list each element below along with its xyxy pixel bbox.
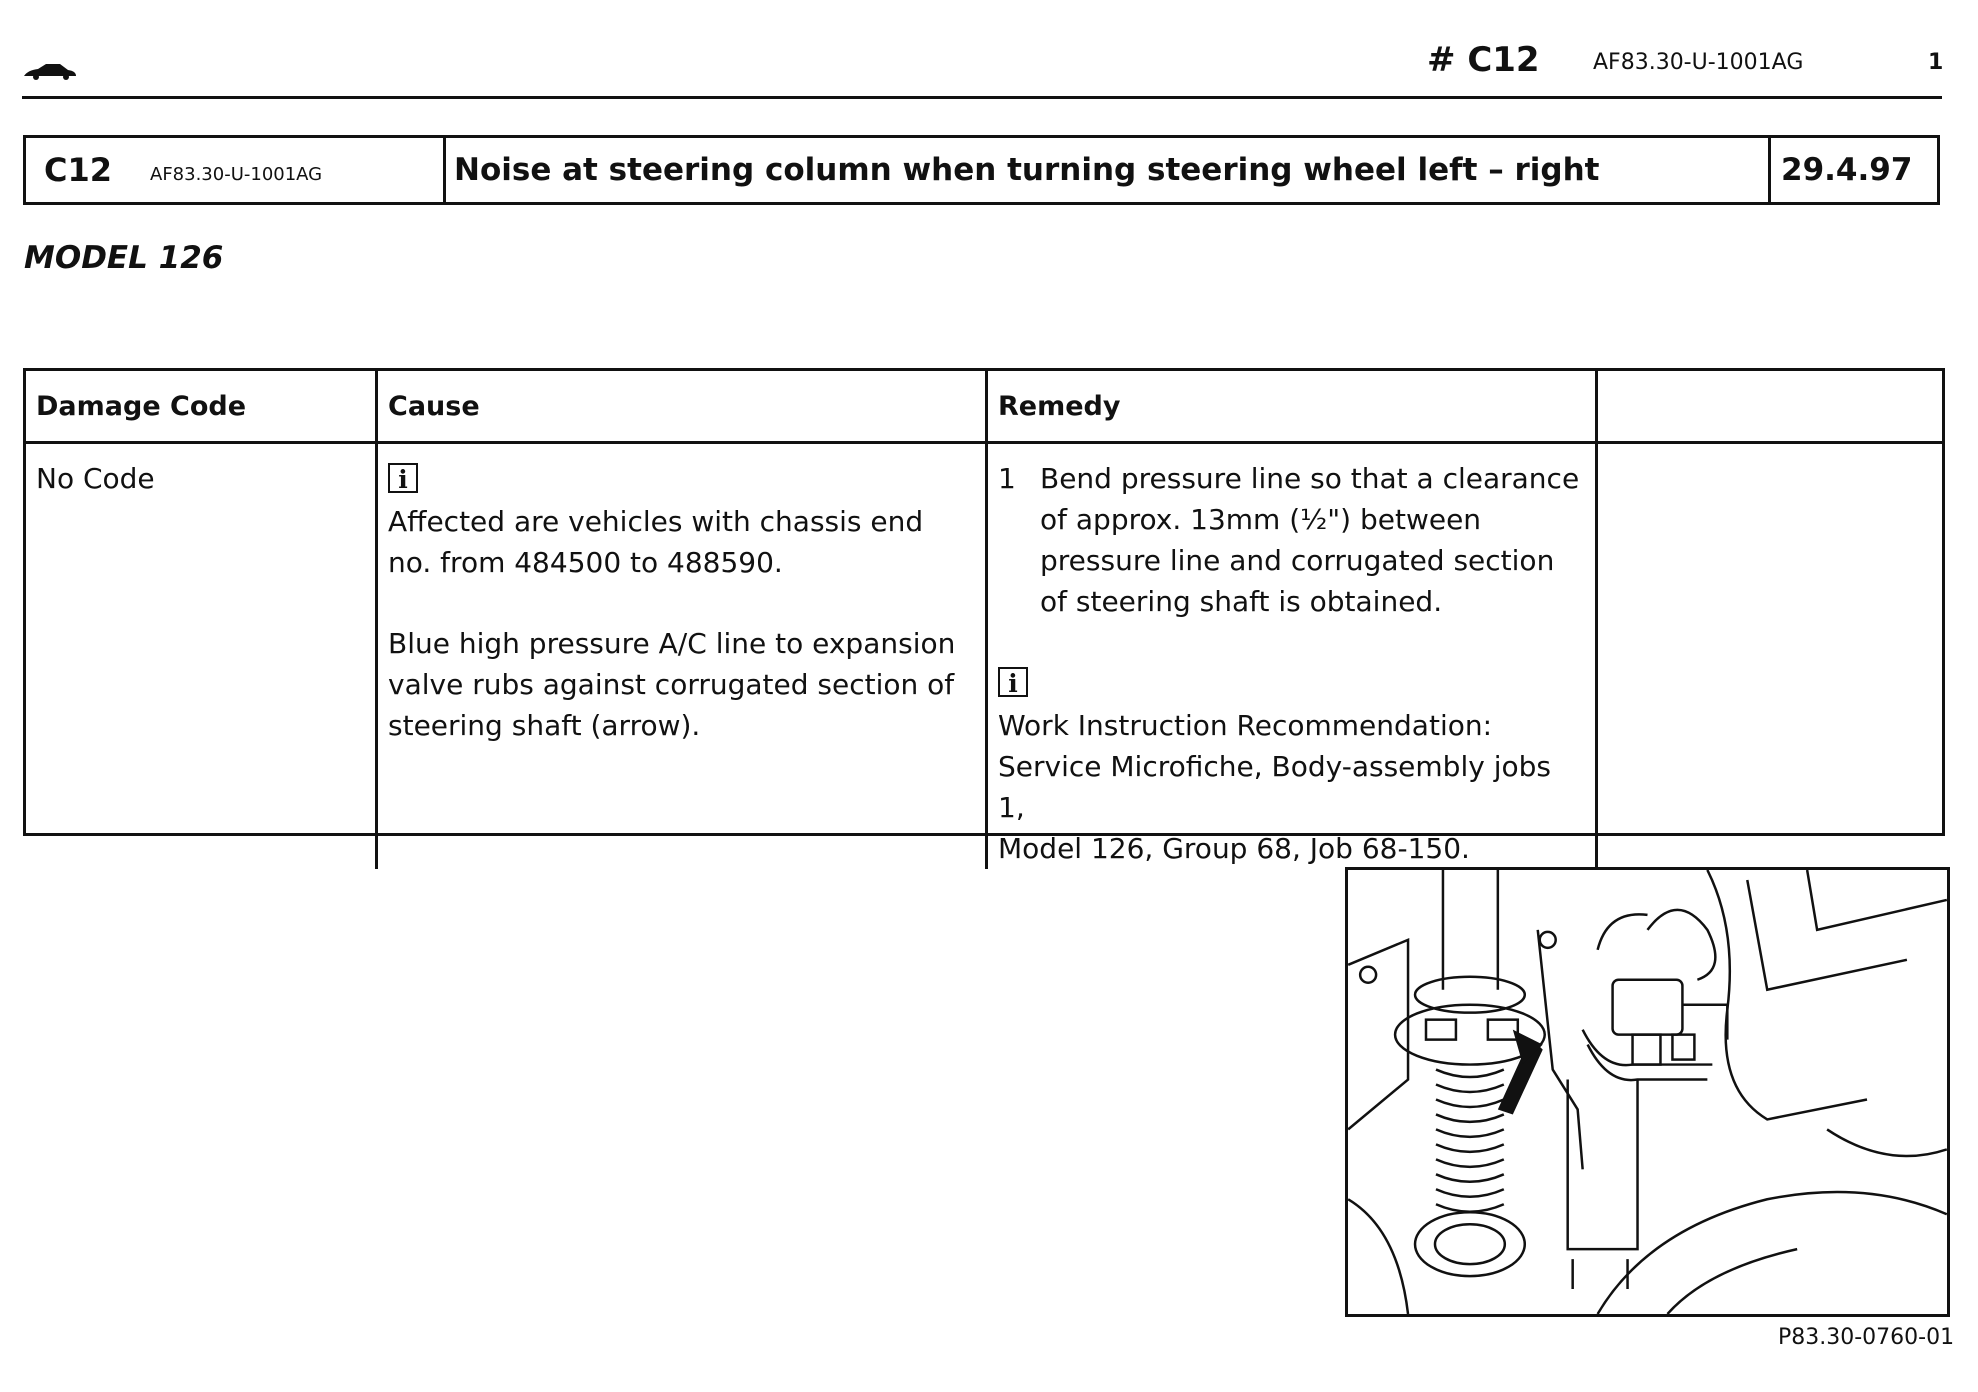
illustration-drawing (1348, 870, 1947, 1314)
document-title: Noise at steering column when turning steering wheel left – right (454, 152, 1600, 188)
page-number: 1 (1928, 50, 1944, 75)
header-remedy: Remedy (988, 371, 1598, 444)
info-icon: i (388, 463, 418, 493)
remedy-note-line-1: Work Instruction Recommendation: (998, 709, 1493, 742)
remedy-step (998, 458, 1585, 622)
title-code-cell (26, 138, 446, 202)
header-cause: Cause (378, 371, 988, 444)
cause-paragraph-2: Blue high pressure A/C line to expansion valve rubs against corrugated section of steering shaft (arrow). (388, 627, 956, 742)
remedy-step-number: 1 (998, 462, 1016, 495)
title-text-cell (446, 138, 1771, 202)
remedy-cell (988, 444, 1598, 869)
cause-cell (378, 444, 988, 869)
cause-paragraph-1: Affected are vehicles with chassis end no. from 484500 to 488590. (388, 505, 924, 579)
damage-code-value: No Code (36, 462, 155, 495)
title-date-cell (1771, 138, 1937, 202)
title-reference: AF83.30-U-1001AG (150, 163, 323, 185)
header-code: # C12 (1427, 40, 1540, 80)
diagnosis-table (23, 368, 1945, 865)
title-box (23, 135, 1940, 205)
header-damage-code: Damage Code (26, 371, 378, 444)
figure-id: P83.30-0760-01 (1778, 1325, 1955, 1350)
info-icon: i (998, 667, 1028, 697)
header-empty (1598, 371, 1942, 444)
remedy-note-line-3: Model 126, Group 68, Job 68-150. (998, 832, 1470, 865)
title-code: C12 (44, 151, 113, 189)
remedy-note-line-2: Service Microfiche, Body-assembly jobs 1, (998, 750, 1551, 824)
header-divider (22, 96, 1942, 99)
damage-code-cell (26, 444, 378, 869)
remedy-step-text: Bend pressure line so that a clearance of approx. 13mm (½") between pressure line and corrugated section of steering shaft is obtained. (1040, 462, 1580, 618)
header-reference: AF83.30-U-1001AG (1593, 50, 1804, 75)
steering-column-illustration (1345, 867, 1950, 1317)
document-date: 29.4.97 (1781, 152, 1913, 188)
empty-cell (1598, 444, 1942, 869)
model-heading: MODEL 126 (24, 240, 224, 276)
car-icon (22, 62, 78, 82)
